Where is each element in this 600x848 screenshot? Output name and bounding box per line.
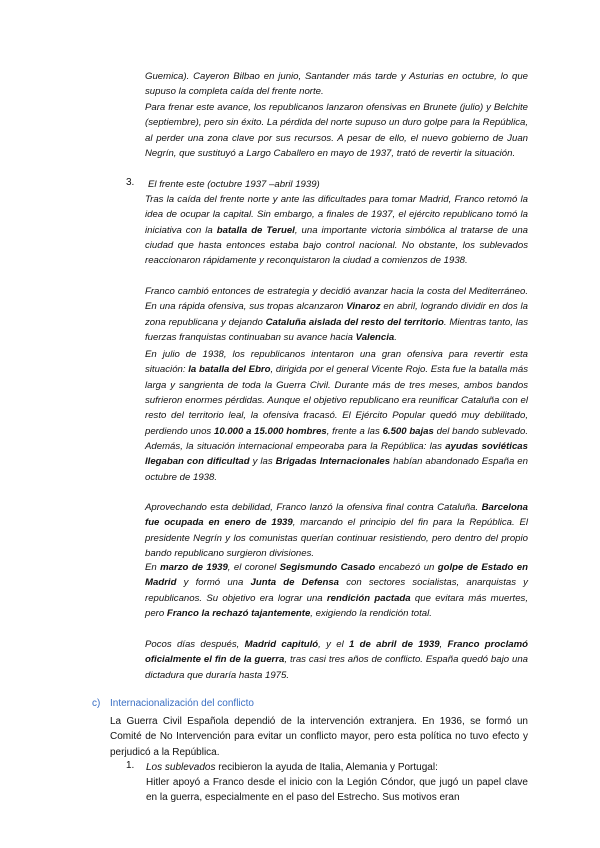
text-run: encabezó un [375, 562, 438, 573]
text-run: y las [249, 456, 276, 468]
paragraph-franco-cambio [145, 284, 528, 345]
bold-run: 1 de abril de 1939 [349, 639, 440, 650]
text-run: , una importante victoria simbólica al tratarse de una ciudad que hasta entonces estaba bajo control nacional. No obstante, los sublevados reaccionaron rápidamente y reconquistaron la ciudad a comienzos de 1938. [145, 224, 528, 267]
text-run: en abril, logrando dividir en dos la zona republicana y dejando [145, 301, 528, 328]
italic-run: Los sublevados [146, 762, 216, 773]
bold-run: Vinaroz [346, 301, 381, 313]
bold-run: Madrid capituló [244, 639, 319, 650]
paragraph-pocos-dias [145, 637, 528, 683]
bold-run: Junta de Defensa [250, 577, 340, 589]
bold-run: 10.000 a 15.000 hombres [213, 425, 327, 437]
paragraph-text: La Guerra Civil Española dependió de la intervención extranjera. En 1936, se formó un Comité de No Intervención para evitar un conflicto mayor, pero esta política no tuvo efecto y perjudicó a la República. [110, 716, 528, 758]
bold-run: 6.500 bajas [382, 425, 434, 437]
text-run: , el coronel [227, 562, 280, 573]
bold-run: golpe de Estado en Madrid [145, 562, 528, 589]
text-run: , tras casi tres años de conflicto. España quedó bajo una dictadura que duraría hasta 1975. [145, 654, 528, 681]
bold-run: Franco la rechazó tajantemente [166, 608, 311, 620]
text-run: del bando sublevado. Además, la situación internacional empeoraba para la República: las [145, 425, 528, 453]
bold-run: Barcelona fue ocupada en enero de 1939 [145, 502, 528, 529]
text-run: , frente a las [326, 425, 383, 437]
list-item-title-text: El frente este (octubre 1937 –abril 1939) [148, 179, 320, 190]
text-run: Pocos días después, [145, 639, 245, 650]
text-run: Tras la caída del frente norte y ante las dificultades para tomar Madrid, Franco retomó la idea de ocupar la capital. Sin embargo, a finales de 1937, el ejército republicano tomó la iniciativa con la [145, 194, 528, 236]
section-heading-internacionalizacion [110, 698, 510, 709]
paragraph-julio-1938 [145, 347, 528, 485]
text-run: , exigiendo la rendición total. [310, 608, 432, 620]
paragraph-marzo-1939 [145, 560, 528, 621]
text-run: , marcando el principio del fin para la República. El presidente Negrín y los comunistas querían continuar resistiendo, pero dentro del propio bando republicano surgieron divisiones. [145, 517, 528, 560]
paragraph-guemica [145, 69, 528, 100]
list-number-3: 3. [126, 177, 135, 188]
list-item-title-frente-este [148, 177, 528, 192]
list-item-sublevados [146, 760, 528, 775]
text-run: recibieron la ayuda de Italia, Alemania y Portugal: [215, 762, 438, 773]
bold-run: Brigadas Internacionales [275, 456, 391, 468]
text-run: , dirigida por el general Vicente Rojo. Esta fue la batalla más larga y sangrienta de toda la Guerra Civil. Durante más de tres meses, ambos bandos sufrieron enormes pérdidas. Aunque el objetivo republicano era reunificar Cataluña con el resto del territorio leal, la ofensiva fracasó. El Ejército Popular quedó muy debilitado, perdiendo unos [145, 364, 528, 437]
bold-run: Franco proclamó oficialmente el fin de la guerra [145, 639, 528, 666]
text-run: , y el [318, 639, 350, 650]
paragraph-frenar [145, 100, 528, 161]
paragraph-hitler [146, 775, 528, 806]
text-run: Franco cambió entonces de estrategia y decidió avanzar hacia la costa del Mediterráneo. En una rápida ofensiva, sus tropas alcanzaron [145, 286, 528, 313]
text-run: y formó una [176, 577, 251, 589]
text-run: habían abandonado España en octubre de 1938. [145, 456, 528, 483]
paragraph-aprovechando [145, 500, 528, 561]
bold-run: rendición pactada [326, 592, 411, 604]
paragraph-guerra-civil [110, 714, 528, 760]
list-number-1: 1. [126, 760, 135, 771]
text-run: En julio de 1938, los republicanos intentaron una gran ofensiva para revertir esta situación: [145, 349, 528, 376]
section-heading-text: Internacionalización del conflicto [110, 698, 254, 709]
bold-run: ayudas soviéticas llegaban con dificultad [145, 441, 528, 468]
paragraph-text: Hitler apoyó a Franco desde el inicio con la Legión Cóndor, que jugó un papel clave en la guerra, especialmente en el paso del Estrecho. Sus motivos eran [146, 777, 528, 804]
text-run: Aprovechando esta debilidad, Franco lanzó la ofensiva final contra Cataluña. [145, 502, 482, 513]
bold-run: batalla de Teruel [216, 224, 295, 236]
text-run: , [439, 639, 448, 650]
section-letter-c: c) [92, 698, 101, 709]
paragraph-text: Guemica). Cayeron Bilbao en junio, Santander más tarde y Asturias en octubre, lo que supuso la completa caída del frente norte. [145, 71, 528, 98]
text-run: En [145, 562, 161, 573]
text-run: que evitara más muertes, pero [145, 592, 528, 620]
bold-run: marzo de 1939 [160, 562, 228, 573]
bold-run: Cataluña aislada del resto del territorio [265, 316, 444, 328]
paragraph-text: Para frenar este avance, los republicanos lanzaron ofensivas en Brunete (julio) y Belchite (septiembre), pero sin éxito. La pérdida del norte supuso un duro golpe para la República, al perder una zona clave por sus recursos. A pesar de ello, el nuevo gobierno de Juan Negrín, que sustituyó a Largo Caballero en mayo de 1937, trató de revertir la situación. [145, 102, 528, 160]
text-run: . [394, 332, 397, 344]
text-run: con sectores socialistas, anarquistas y republicanos. Su objetivo era lograr una [145, 577, 528, 604]
bold-run: Segismundo Casado [279, 562, 376, 573]
bold-run: la batalla del Ebro [188, 364, 271, 376]
bold-run: Valencia [355, 332, 395, 344]
paragraph-tras [145, 192, 528, 269]
text-run: . Mientras tanto, las fuerzas franquistas continuaban su avance hacia [145, 316, 529, 344]
